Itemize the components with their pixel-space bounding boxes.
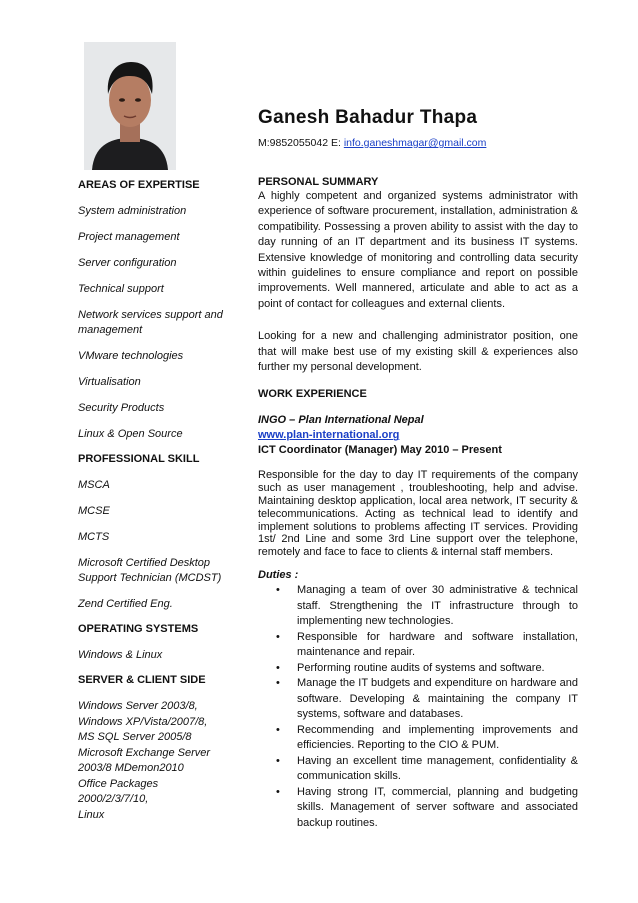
skill-item: Microsoft Certified Desktop Support Technician (MCDST)	[78, 557, 222, 584]
os-heading: OPERATING SYSTEMS	[78, 623, 199, 635]
expertise-item: Linux & Open Source	[78, 428, 183, 440]
os-item: Windows & Linux	[78, 649, 163, 661]
skill-item: MCSE	[78, 505, 110, 517]
duty-item	[258, 676, 578, 723]
profile-photo	[84, 42, 176, 170]
expertise-item: Server configuration	[78, 257, 177, 269]
bullet-icon: •	[276, 754, 280, 767]
server-heading: SERVER & CLIENT SIDE	[78, 674, 206, 686]
bullet-icon: •	[276, 584, 280, 597]
server-item: 2000/2/3/7/10,	[78, 793, 149, 805]
skill-heading: PROFESSIONAL SKILL	[78, 453, 200, 465]
expertise-item: Security Products	[78, 402, 165, 414]
expertise-item: Technical support	[78, 283, 164, 295]
server-item: MS SQL Server 2005/8	[78, 731, 192, 743]
bullet-icon: •	[276, 661, 280, 674]
contact-line	[258, 137, 486, 149]
expertise-item: Network services support and management	[78, 309, 223, 336]
employer-url-link[interactable]: www.plan-international.org	[258, 429, 400, 442]
duty-item	[258, 785, 578, 832]
bullet-icon: •	[276, 677, 280, 690]
duty-text: Responsible for hardware and software installation, maintenance and repair.	[297, 630, 578, 659]
employer-url-row	[258, 428, 578, 443]
server-item: Linux	[78, 808, 105, 821]
duty-text: Managing a team of over 30 administrative & technical staff. Strengthening the IT infrastructure through to implementing new technologies.	[297, 584, 578, 628]
work-heading: WORK EXPERIENCE	[258, 388, 367, 401]
bullet-icon: •	[276, 630, 280, 643]
server-item: Windows XP/Vista/2007/8,	[78, 715, 208, 728]
expertise-item: System administration	[78, 205, 187, 217]
sidebar	[78, 179, 228, 823]
duty-text: Recommending and implementing improvements and efficiencies. Reporting to the CIO & PUM.	[297, 723, 578, 752]
job-title: ICT Coordinator (Manager) May 2010 – Present	[258, 444, 502, 457]
expertise-item: VMware technologies	[78, 350, 184, 362]
duty-item	[258, 661, 578, 677]
job-description: Responsible for the day to day IT requirements of the company such as user management , troubleshooting, help and advise. Maintaining desktop application, local area network, IT security & telecommunications. Acting as technical lead to identify and implement solutions to problems affecting IT services. Providing 1st/ 2nd Line and some 3rd Line support over the telephone, remotely and face to face to clients & internal staff members.	[258, 469, 578, 559]
duty-text: Having an excellent time management, confidentiality & communication skills.	[297, 754, 578, 783]
summary-heading: PERSONAL SUMMARY	[258, 176, 379, 188]
skill-item: MCTS	[78, 531, 110, 543]
bullet-icon: •	[276, 723, 280, 736]
email-link[interactable]: info.ganeshmagar@gmail.com	[343, 137, 487, 149]
duties-list	[258, 583, 578, 831]
expertise-item: Virtualisation	[78, 376, 141, 388]
server-item: Microsoft Exchange Server	[78, 746, 211, 759]
bullet-icon: •	[276, 785, 280, 798]
candidate-name: Ganesh Bahadur Thapa	[258, 107, 478, 128]
duty-item	[258, 630, 578, 661]
server-item: Windows Server 2003/8,	[78, 700, 198, 712]
duty-item	[258, 754, 578, 785]
expertise-heading: AREAS OF EXPERTISE	[78, 179, 200, 191]
main-column	[258, 176, 578, 831]
duty-item	[258, 723, 578, 754]
skill-item: MSCA	[78, 479, 110, 491]
duty-text: Performing routine audits of systems and software.	[297, 661, 545, 674]
server-item: Office Packages	[78, 777, 159, 790]
duty-item	[258, 583, 578, 630]
expertise-item: Project management	[78, 231, 180, 243]
duty-text: Manage the IT budgets and expenditure on hardware and software. Developing & maintaining the company IT systems, software and databases.	[297, 677, 578, 721]
skill-item: Zend Certified Eng.	[78, 598, 173, 610]
summary-paragraph-2: Looking for a new and challenging administrator position, one that will make best use of my existing skill & experiences also further my personal development.	[258, 330, 578, 374]
phone-label: M:9852055042 E:	[258, 137, 344, 149]
employer-name: INGO – Plan International Nepal	[258, 414, 424, 427]
summary-paragraph: A highly competent and organized systems administrator with experience of software procurement, installation, administration & compatibility. Possessing a proven ability to assist with the day to day running of an IT department and its business IT systems. Extensive knowledge of monitoring and controlling data security within guidelines to ensure compliance and report on possible improvements. Well mannered, articulate and able to act as a point of contact for colleagues and external clients.	[258, 190, 578, 310]
duty-text: Having strong IT, commercial, planning and budgeting skills. Management of server software and associated backup routines.	[297, 785, 578, 829]
server-item: 2003/8 MDemon2010	[78, 762, 184, 774]
duties-heading: Duties :	[258, 569, 299, 582]
